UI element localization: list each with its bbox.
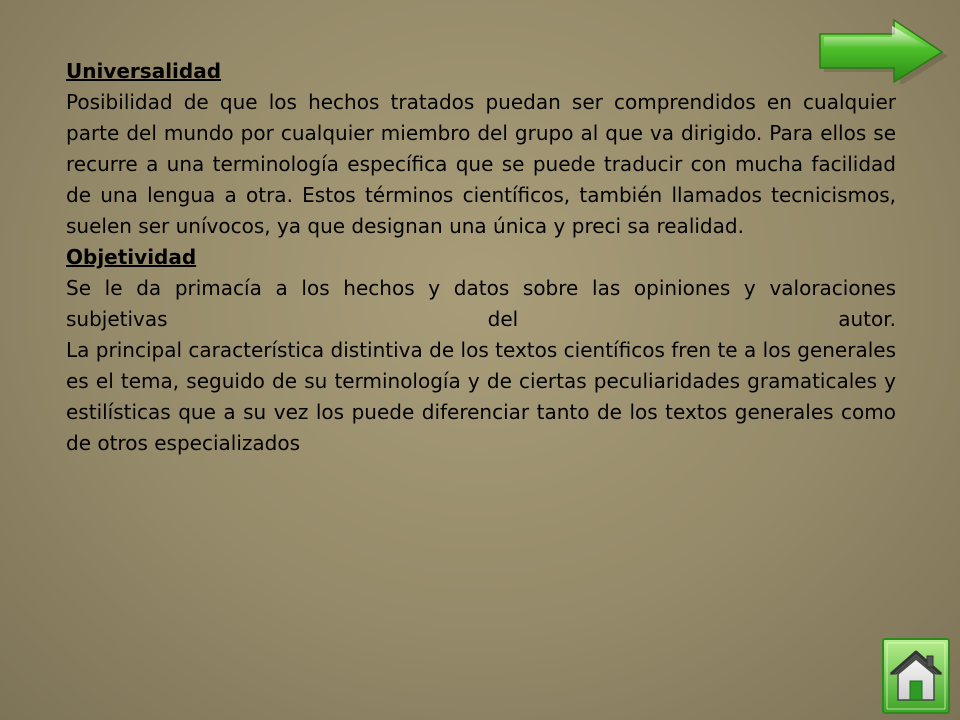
paragraph-universalidad: Posibilidad de que los hechos tratados puedan ser comprendidos en cualquier parte del mundo por cualquier miembro del grupo al que va dirigido. Para ellos se recurre a una terminología específica que se puede traducir con mucha facilidad de una lengua a otra. Estos términos científicos, también llamados tecnicismos, suelen ser unívocos, ya que designan una única y preci sa realidad. [66, 90, 896, 238]
slide-body [66, 56, 896, 459]
home-button[interactable] [882, 638, 950, 714]
section-heading-objetividad: Objetividad [66, 245, 197, 269]
home-icon [882, 638, 950, 714]
paragraph-objetividad-2: La principal característica distintiva de los textos científicos fren te a los generales es el tema, seguido de su terminología y de ciertas peculiaridades gramaticales y estilísticas que a su vez los puede diferenciar tanto de los textos generales como de otros especializados [66, 338, 896, 455]
paragraph-objetividad-1: Se le da primacía a los hechos y datos sobre las opiniones y valoraciones subjetivas del autor. [66, 276, 896, 331]
section-heading-universalidad: Universalidad [66, 59, 222, 83]
